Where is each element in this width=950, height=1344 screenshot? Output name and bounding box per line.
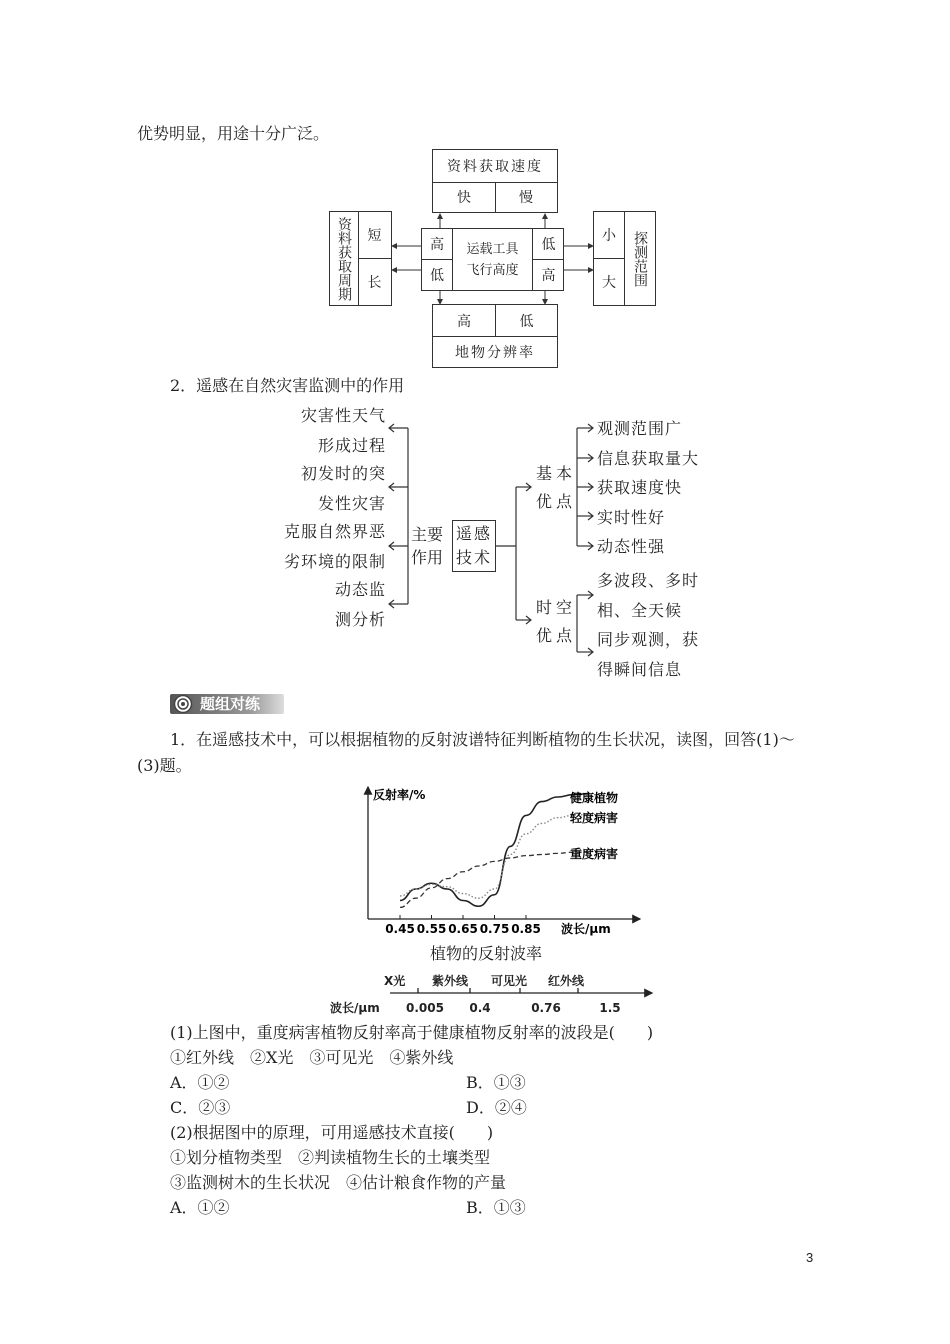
- resolution-title: 地物分辨率: [455, 345, 535, 361]
- q1-option-a[interactable]: A．①②: [170, 1073, 230, 1092]
- question1-line2: (3)题。: [137, 756, 192, 775]
- basic-item: 实时性好: [597, 507, 666, 527]
- intro-line: 优势明显，用途十分广泛。: [137, 124, 330, 143]
- spacetime-item: 得瞬间信息: [597, 659, 683, 679]
- spectrum-tick: 1.5: [599, 1001, 621, 1015]
- role-4: 动态监 测分析: [334, 580, 386, 629]
- q2-stem: (2)根据图中的原理，可用遥感技术直接( ): [170, 1123, 494, 1142]
- role-3: 克服自然界恶 劣环境的限制: [283, 522, 386, 571]
- spectrum-tick: 0.4: [469, 1001, 491, 1015]
- q2-option-b[interactable]: B．①③: [466, 1198, 526, 1217]
- cycle-long: 长: [367, 274, 382, 291]
- spacetime-advantage-label: 时空优点: [536, 598, 577, 645]
- spectrum-tick: 0.005: [406, 1001, 444, 1015]
- basic-item: 观测范围广: [597, 419, 683, 438]
- q2-options-line2: ③监测树木的生长状况 ④估计粮食作物的产量: [170, 1173, 507, 1192]
- spectrum-axis-label: 波长/μm: [330, 1001, 380, 1015]
- carrier-right-low: 低: [532, 229, 564, 260]
- section2-heading: 2．遥感在自然灾害监测中的作用: [170, 376, 405, 395]
- carrier-left-low: 低: [422, 260, 453, 290]
- series-label: 重度病害: [570, 847, 619, 861]
- q2-options-line1: ①划分植物类型 ②判读植物生长的土壤类型: [170, 1148, 491, 1167]
- series-label: 健康植物: [570, 791, 619, 805]
- band-infrared: 红外线: [548, 974, 585, 988]
- range-large: 大: [594, 258, 625, 305]
- badge-label: 题组对练: [200, 695, 261, 713]
- carrier-title: 运载工具: [466, 241, 519, 257]
- basic-item: 动态性强: [597, 537, 666, 556]
- x-tick-label: 0.55: [416, 922, 447, 936]
- altitude-title: 飞行高度: [466, 262, 519, 278]
- band-uv: 紫外线: [432, 974, 469, 988]
- series-label: 轻度病害: [570, 811, 619, 825]
- main-role-label: 主要作用: [411, 525, 444, 567]
- carrier-left-high: 高: [422, 229, 453, 260]
- speed-slow: 慢: [519, 190, 533, 206]
- range-title: 探测范围: [632, 230, 648, 287]
- cycle-title: 资料获取周期: [336, 216, 352, 301]
- cycle-short: 短: [358, 212, 391, 259]
- basic-advantage-label: 基本优点: [536, 464, 577, 511]
- remote-sensing-center-box: 遥感技术: [452, 520, 496, 572]
- basic-item: 获取速度快: [597, 478, 683, 497]
- basic-item: 信息获取量大: [597, 448, 700, 468]
- x-tick-label: 0.75: [479, 922, 510, 936]
- q1-option-c[interactable]: C．②③: [170, 1098, 231, 1117]
- x-tick-label: 0.65: [448, 922, 478, 936]
- q2-option-a[interactable]: A．①②: [170, 1198, 230, 1217]
- role-1: 灾害性天气 形成过程: [300, 406, 386, 455]
- band-visible: 可见光: [491, 974, 528, 988]
- q1-stem: (1)上图中，重度病害植物反射率高于健康植物反射率的波段是( ): [170, 1023, 654, 1042]
- speed-fast: 快: [433, 182, 496, 212]
- spacetime-item: 相、全天候: [597, 600, 683, 620]
- question1-line1: 1．在遥感技术中，可以根据植物的反射波谱特征判断植物的生长状况，读图，回答(1)～: [170, 730, 795, 749]
- speed-title: 资料获取速度: [433, 150, 557, 183]
- role-2: 初发时的突 发性灾害: [300, 464, 386, 513]
- x-tick-label: 0.85: [511, 922, 541, 936]
- x-tick-label: 0.45: [385, 922, 415, 936]
- spacetime-item: 多波段、多时: [597, 571, 700, 590]
- chart-caption: 植物的反射波率: [430, 944, 543, 963]
- resolution-high: 高: [433, 305, 496, 337]
- range-small: 小: [594, 212, 625, 259]
- spectrum-tick: 0.76: [531, 1001, 561, 1015]
- carrier-right-high: 高: [532, 260, 564, 290]
- spacetime-item: 同步观测，获: [597, 630, 700, 649]
- q1-option-d[interactable]: D．②④: [466, 1098, 527, 1117]
- q1-options-line: ①红外线 ②X光 ③可见光 ④紫外线: [170, 1048, 454, 1067]
- band-xray: X光: [384, 974, 406, 988]
- q1-option-b[interactable]: B．①③: [466, 1073, 526, 1092]
- page-number: 3: [806, 1250, 814, 1265]
- x-axis-label: 波长/μm: [561, 922, 611, 936]
- y-axis-label: 反射率/%: [373, 788, 426, 802]
- resolution-low: 低: [496, 305, 557, 337]
